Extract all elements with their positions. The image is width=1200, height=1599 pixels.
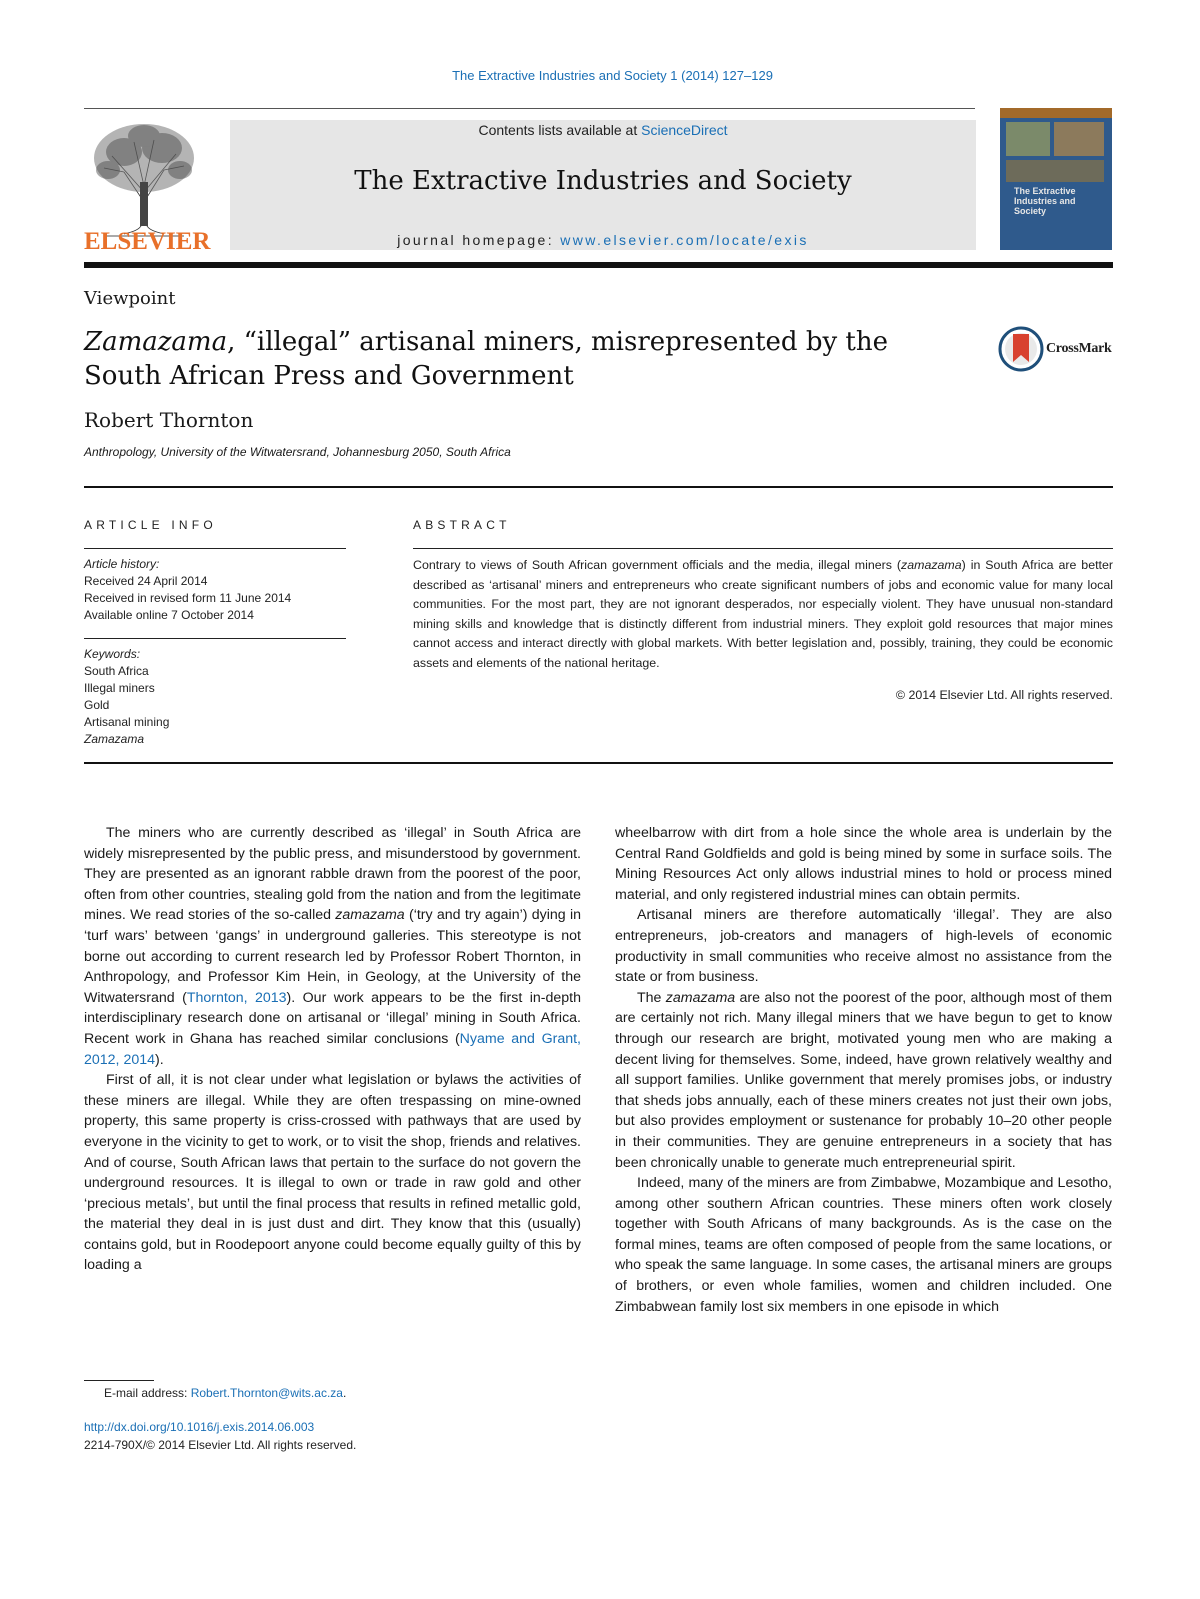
text-run: are also not the poorest of the poor, although most of them are certainly not rich. Many illegal miners that we have begun to get to know through our research are bright, motivated young men who are making a decent living for themselves. Some, indeed, have grown relatively wealthy and all support families. Unlike government that merely promises jobs, or industry that sheds jobs annually, each of these miners creates not just their own jobs, but also provides employment or sustenance for probably 10–20 other people in their communities. They are genuine entrepreneurs in a society that has been chronically unable to generate much entrepreneurial spirit. (615, 989, 1113, 1171)
abstract-text (413, 556, 1113, 674)
contents-line (230, 122, 976, 138)
keywords-rule (84, 638, 346, 639)
keyword: Gold (84, 698, 110, 712)
history-label: Article history: (84, 557, 160, 571)
italic-term: zamazama (335, 907, 405, 924)
abstract-copyright: © 2014 Elsevier Ltd. All rights reserved. (895, 688, 1113, 702)
received-date: Received 24 April 2014 (84, 574, 208, 588)
citation-link[interactable]: Thornton, 2013 (186, 989, 287, 1006)
body-paragraph: Artisanal miners are therefore automatically ‘illegal’. They are also entrepreneurs, job-creators and managers of high-levels of economic productivity in small communities who receive almost no assistance from the state or from business. (615, 907, 1112, 986)
body-paragraph (615, 988, 1112, 1173)
body-paragraph: Indeed, many of the miners are from Zimbabwe, Mozambique and Lesotho, among other southern African countries. These miners often work closely together with South Africans of many backgrounds. As is the case on the formal mines, teams are often composed of people from the same locations, or who speak the same language. In some cases, the artisanal miners are groups of brothers, or even whole families, women and children included. One Zimbabwean family lost six members in one episode in which (615, 1175, 1112, 1315)
doi-link[interactable]: http://dx.doi.org/10.1016/j.exis.2014.06.003 (84, 1420, 315, 1434)
homepage-line (230, 232, 976, 248)
homepage-link[interactable]: www.elsevier.com/locate/exis (560, 232, 809, 248)
body-paragraph-continued: wheelbarrow with dirt from a hole since the whole area is underlain by the Central Rand Goldfields and gold is being mined by some in surface soils. The Mining Resources Act only allows industrial mines to hold or process mined material, and only registered industrial mines can obtain permits. (615, 825, 1112, 903)
body-paragraph: First of all, it is not clear under what legislation or bylaws the activities of these miners are illegal. While they are often trespassing on mine-owned property, this same property is criss-crossed with pathways that are used by everyone in the vicinity to get to work, or to visit the shop, friends and relatives. And of course, South African laws that pertain to the surface do not govern the underground resources. It is illegal to own or trade in raw gold and other ‘precious metals’, but until the final process that results in refined metallic gold, the material they deal in is just dust and dirt. They know that this (usually) contains gold, but in Roodepoort anyone could become equally guilty of this by loading a (84, 1072, 581, 1274)
revised-date: Received in revised form 11 June 2014 (84, 591, 292, 605)
article-section: Viewpoint (84, 288, 176, 309)
elsevier-wordmark: ELSEVIER (84, 228, 211, 255)
text-run: The (637, 989, 666, 1006)
article-info-rule (84, 548, 346, 549)
title-italic: Zamazama (84, 327, 228, 357)
crossmark-icon (998, 326, 1044, 372)
journal-cover-thumbnail[interactable] (1000, 108, 1112, 250)
email-footnote (104, 1386, 346, 1400)
article-title (84, 325, 944, 393)
text-run: ). Our work appears to be the first in-depth interdisciplinary research done on artisanal or ‘illegal’ mining in South Africa. Recent work in Ghana has reached similar conclusions ( (84, 989, 581, 1047)
footnote-rule (84, 1380, 154, 1381)
email-link[interactable]: Robert.Thornton@wits.ac.za (190, 1386, 343, 1400)
cover-top-band (1000, 108, 1112, 118)
cover-title: The Extractive Industries and Society (1014, 186, 1076, 216)
journal-citation[interactable]: The Extractive Industries and Society 1 (2014) 127–129 (452, 68, 773, 83)
issn-line: 2214-790X/© 2014 Elsevier Ltd. All rights reserved. (84, 1438, 357, 1452)
keywords-label: Keywords: (84, 647, 141, 661)
crossmark-label: CrossMark (1046, 341, 1112, 356)
abstract-part: ) in South Africa are better described as ‘artisanal’ miners and entrepreneurs who create significant numbers of jobs and economic value for many local communities. For the most part, they are not ignorant desperados, nor especially violent. They have unusual non-standard mining skills and knowledge that is distinctly different from industrial miners. They exploit gold resources that major mines cannot access and interact directly with global markets. With better legislation and, possibly, training, they could be economic assets and elements of the national heritage. (413, 558, 1113, 670)
author-name: Robert Thornton (84, 408, 254, 432)
text-run: The miners who are currently described as ‘illegal’ in South Africa are widely misrepresented by the public press, and misunderstood by government. They are presented as an ignorant rabble drawn from the poorest of the poor, often from other countries, stealing gold from the nation and from the legitimate mines. We read stories of the so-called (84, 825, 581, 924)
body-paragraph (84, 823, 581, 1070)
header-divider (84, 108, 975, 109)
sciencedirect-link[interactable]: ScienceDirect (641, 122, 728, 138)
text-run: . (342, 1386, 347, 1400)
body-top-rule (84, 762, 1113, 764)
article-history (84, 556, 291, 624)
abstract-italic: zamazama (901, 558, 962, 572)
email-label: E-mail address: (104, 1386, 191, 1400)
cover-photo (1054, 122, 1104, 156)
keywords-block (84, 646, 169, 748)
online-date: Available online 7 October 2014 (84, 608, 254, 622)
keyword: Zamazama (84, 732, 145, 746)
italic-term: zamazama (665, 989, 736, 1006)
keyword: Artisanal mining (84, 715, 170, 729)
author-affiliation: Anthropology, University of the Witwatersrand, Johannesburg 2050, South Africa (84, 445, 511, 459)
journal-title: The Extractive Industries and Society (354, 166, 852, 196)
cover-photo (1006, 160, 1104, 182)
homepage-prefix: journal homepage: (397, 232, 561, 248)
text-run: (‘try and try again’) dying in ‘turf wars’ between ‘gangs’ in underground galleries. This stereotype is not borne out according to current research led by Professor Robert Thornton, in Anthropology, and Professor Kim Hein, in Geology, at the University of the Witwatersrand ( (84, 907, 581, 1006)
abstract-rule (413, 548, 1113, 549)
crossmark-badge[interactable] (998, 326, 1118, 372)
title-rest: , “illegal” artisanal miners, misrepresented by the South African Press and Government (84, 327, 888, 391)
citation-link[interactable]: Nyame and Grant, 2012, 2014 (84, 1030, 581, 1068)
cover-photo (1006, 122, 1050, 156)
article-info-heading: ARTICLE INFO (84, 518, 217, 532)
text-run: ). (155, 1051, 164, 1068)
header-thick-rule (84, 262, 1113, 268)
keyword: Illegal miners (84, 681, 155, 695)
keyword: South Africa (84, 664, 149, 678)
front-matter-rule (84, 486, 1113, 488)
contents-prefix: Contents lists available at (478, 122, 642, 138)
abstract-part: Contrary to views of South African government officials and the media, illegal miners ( (413, 558, 902, 572)
body-column-right (615, 823, 1112, 1317)
abstract-heading: ABSTRACT (413, 518, 511, 532)
body-column-left (84, 823, 581, 1276)
